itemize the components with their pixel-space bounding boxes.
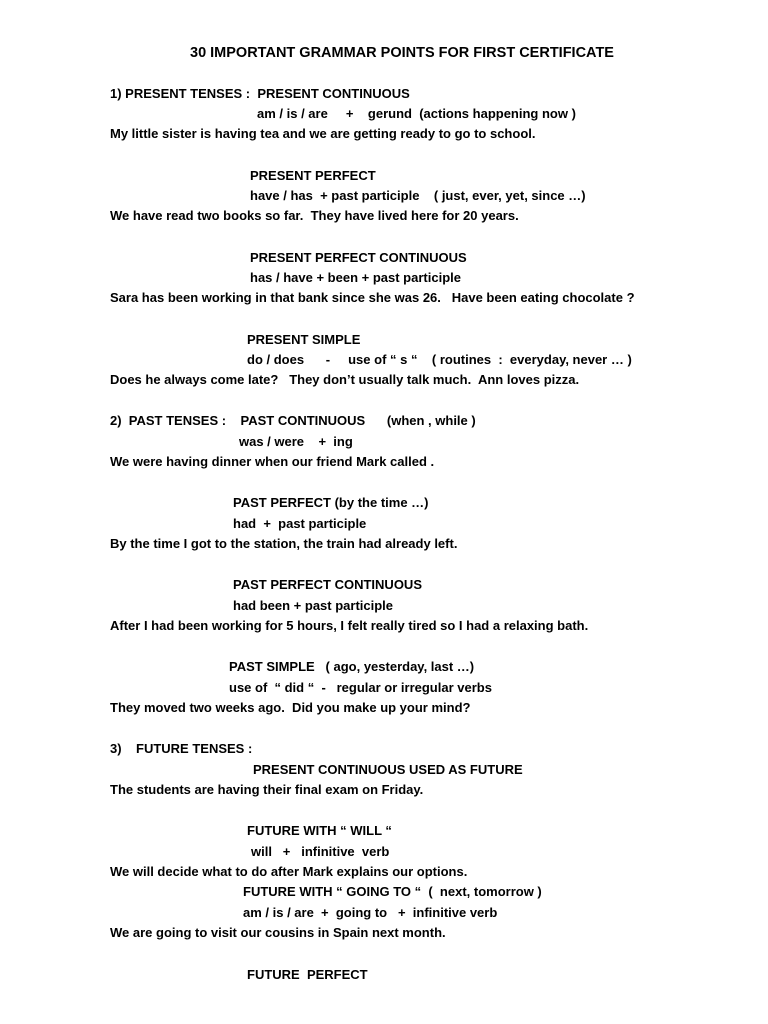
tense-heading: PAST PERFECT CONTINUOUS xyxy=(233,577,422,592)
tense-heading: FUTURE WITH “ WILL “ xyxy=(247,823,392,838)
example-line: The students are having their final exam on Friday. xyxy=(110,782,424,797)
tense-heading: FUTURE PERFECT xyxy=(247,967,368,982)
formula-line: am / is / are + going to + infinitive verb xyxy=(243,905,498,920)
section-heading: 1) PRESENT TENSES : PRESENT CONTINUOUS xyxy=(110,86,410,101)
example-line: We were having dinner when our friend Mark called . xyxy=(110,454,435,469)
tense-heading: PRESENT CONTINUOUS USED AS FUTURE xyxy=(253,762,523,777)
section-heading: 2) PAST TENSES : PAST CONTINUOUS (when , while ) xyxy=(110,413,476,428)
section-heading: 3) FUTURE TENSES : xyxy=(110,741,253,756)
example-line: By the time I got to the station, the train had already left. xyxy=(110,536,458,551)
tense-heading: PRESENT PERFECT xyxy=(250,168,376,183)
example-line: Sara has been working in that bank since she was 26. Have been eating chocolate ? xyxy=(110,290,635,305)
page-title: 30 IMPORTANT GRAMMAR POINTS FOR FIRST CERTIFICATE xyxy=(190,45,614,61)
tense-heading: PAST PERFECT (by the time …) xyxy=(233,495,429,510)
formula-line: have / has + past participle ( just, ever, yet, since …) xyxy=(250,188,586,203)
formula-line: do / does - use of “ s “ ( routines : everyday, never … ) xyxy=(247,352,632,367)
formula-line: am / is / are + gerund (actions happening now ) xyxy=(257,106,576,121)
tense-heading: PRESENT SIMPLE xyxy=(247,332,361,347)
formula-line: had + past participle xyxy=(233,516,367,531)
example-line: We have read two books so far. They have lived here for 20 years. xyxy=(110,208,519,223)
formula-line: was / were + ing xyxy=(239,434,353,449)
formula-line: has / have + been + past participle xyxy=(250,270,461,285)
tense-heading: FUTURE WITH “ GOING TO “ ( next, tomorrow ) xyxy=(243,884,542,899)
tense-heading: PRESENT PERFECT CONTINUOUS xyxy=(250,250,467,265)
formula-line: use of “ did “ - regular or irregular verbs xyxy=(229,680,492,695)
formula-line: had been + past participle xyxy=(233,598,394,613)
example-line: My little sister is having tea and we are getting ready to go to school. xyxy=(110,126,536,141)
example-line: We will decide what to do after Mark explains our options. xyxy=(110,864,468,879)
example-line: After I had been working for 5 hours, I felt really tired so I had a relaxing bath. xyxy=(110,618,589,633)
formula-line: will + infinitive verb xyxy=(251,844,390,859)
example-line: They moved two weeks ago. Did you make up your mind? xyxy=(110,700,471,715)
tense-heading: PAST SIMPLE ( ago, yesterday, last …) xyxy=(229,659,475,674)
example-line: Does he always come late? They don’t usually talk much. Ann loves pizza. xyxy=(110,372,580,387)
example-line: We are going to visit our cousins in Spain next month. xyxy=(110,925,446,940)
